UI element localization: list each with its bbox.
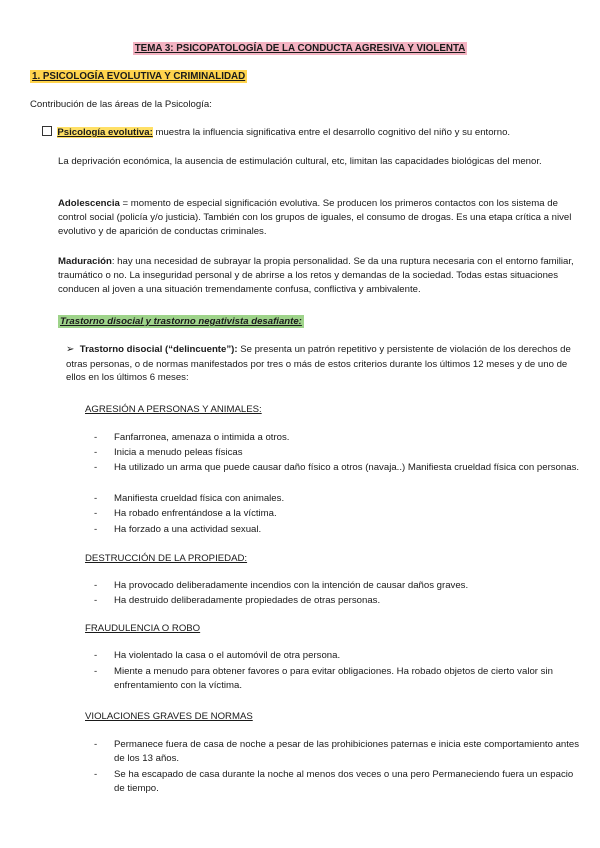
adolescencia-text: = momento de especial significación evolutiva. Se producen los primeros contactos con los sistema de control social (policía y/o justicia). También con los grupos de iguales, el consumo de drogas. Es una etapa crítica a nivel evolutivo y de aparición de conductas criminales. xyxy=(58,198,572,237)
list-item: Miente a menudo para obtener favores o para evitar obligaciones. Ha robado objetos de cierto valor sin enfrentamiento con la víctima. xyxy=(114,666,553,691)
agresion-heading: AGRESIÓN A PERSONAS Y ANIMALES: xyxy=(85,404,262,415)
list-bullet: - xyxy=(94,508,98,519)
violaciones-heading: VIOLACIONES GRAVES DE NORMAS xyxy=(85,711,253,722)
maduracion-paragraph xyxy=(58,255,578,297)
list-bullet: - xyxy=(94,493,98,504)
maduracion-text: : hay una necesidad de subrayar la propia personalidad. Se da una ruptura necesaria con el entorno familiar, traumático o no. La inseguridad personal y de abrirse a los retos y demandas de la sociedad. Todas estas situaciones conducen al joven a una situación tremendamente confusa, conflictiva y ambivalente. xyxy=(58,256,574,295)
list-item: Ha violentado la casa o el automóvil de otra persona. xyxy=(114,650,341,661)
list-bullet: - xyxy=(94,580,98,591)
list-bullet: - xyxy=(94,666,98,677)
list-item: Ha robado enfrentándose a la víctima. xyxy=(114,508,277,519)
disocial-text: Se presenta un patrón repetitivo y persistente de violación de los derechos de otras personas, o de normas manifestados por tres o más de estos criterios durante los últimos 12 meses y de uno de ellos en los últimos 6 meses: xyxy=(66,344,571,384)
arrow-bullet-icon: ➢ xyxy=(66,344,75,355)
list-bullet: - xyxy=(94,524,98,535)
list-item: Inicia a menudo peleas físicas xyxy=(114,447,243,458)
list-item: Ha provocado deliberadamente incendios con la intención de causar daños graves. xyxy=(114,580,469,591)
list-bullet: - xyxy=(94,650,98,661)
maduracion-label: Maduración xyxy=(58,256,112,267)
document-title: TEMA 3: PSICOPATOLOGÍA DE LA CONDUCTA AGRESIVA Y VIOLENTA xyxy=(134,43,466,54)
intro-text: Contribución de las áreas de la Psicología: xyxy=(30,99,212,110)
fraudulencia-heading: FRAUDULENCIA O ROBO xyxy=(85,623,201,634)
destruccion-heading: DESTRUCCIÓN DE LA PROPIEDAD: xyxy=(85,553,248,564)
list-bullet: - xyxy=(94,462,98,473)
checkbox-icon[interactable] xyxy=(42,126,52,136)
adolescencia-paragraph xyxy=(58,197,578,239)
list-item: Ha forzado a una actividad sexual. xyxy=(114,524,262,535)
psico-evolutiva-text: muestra la influencia significativa entre el desarrollo cognitivo del niño y su entorno. xyxy=(152,127,511,138)
list-item: Permanece fuera de casa de noche a pesar de las prohibiciones paternas e inicia este comportamiento antes de los 13 años. xyxy=(114,739,580,764)
psico-evolutiva-label: Psicología evolutiva: xyxy=(57,127,153,138)
list-bullet: - xyxy=(94,595,98,606)
list-item: Fanfarronea, amenaza o intimida a otros. xyxy=(114,432,290,443)
disocial-paragraph xyxy=(66,343,580,385)
psico-evolutiva-paragraph xyxy=(42,126,582,140)
list-bullet: - xyxy=(94,739,98,750)
list-item: Manifiesta crueldad física con animales. xyxy=(114,493,285,504)
list-bullet: - xyxy=(94,447,98,458)
disocial-label: Trastorno disocial (“delincuente”): xyxy=(79,344,238,355)
section-heading: 1. PSICOLOGÍA EVOLUTIVA Y CRIMINALIDAD xyxy=(32,71,246,82)
adolescencia-label: Adolescencia xyxy=(58,198,120,209)
list-bullet: - xyxy=(94,769,98,780)
list-bullet: - xyxy=(94,432,98,443)
trastorno-heading: Trastorno disocial y trastorno negativista desafiante: xyxy=(60,316,302,327)
deprivacion-paragraph: La deprivación económica, la ausencia de estimulación cultural, etc, limitan las capacidades biológicas del menor. xyxy=(58,156,542,167)
list-item: Ha destruido deliberadamente propiedades de otras personas. xyxy=(114,595,381,606)
list-item: Ha utilizado un arma que puede causar daño físico a otros (navaja..) Manifiesta crueldad física con personas. xyxy=(114,462,580,473)
list-item: Se ha escapado de casa durante la noche al menos dos veces o una pero Permaneciendo fuera un espacio de tiempo. xyxy=(114,769,574,794)
